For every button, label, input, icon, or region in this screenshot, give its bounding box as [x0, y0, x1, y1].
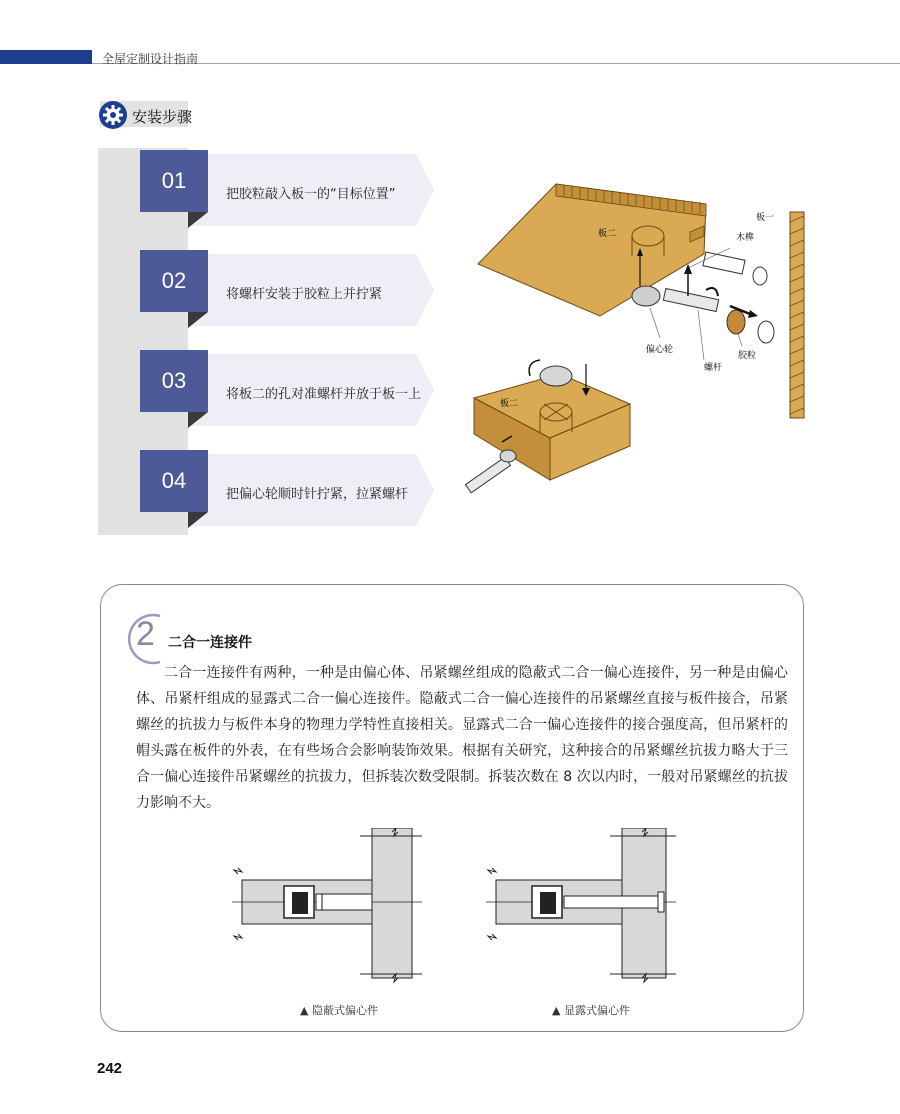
board-one	[790, 212, 804, 418]
connector-section-title: 二合一连接件	[168, 635, 252, 651]
header-rule	[92, 63, 900, 64]
page-number: 242	[97, 1060, 123, 1077]
caption-exposed: ▲ 显露式偏心件	[552, 1004, 630, 1017]
step-3-number: 03	[140, 350, 208, 412]
step-1-number: 01	[140, 150, 208, 212]
exposed-connector-drawing	[486, 828, 706, 988]
header-accent-bar	[0, 50, 92, 64]
section-title: 安装步骤	[132, 108, 193, 126]
header-title: 全屋定制设计指南	[102, 52, 199, 66]
label-board-one: 板一	[756, 213, 775, 223]
label-insert: 胶粒	[738, 351, 757, 361]
label-dowel: 木榫	[736, 233, 755, 243]
step-1-text: 把胶粒敲入板一的“目标位置”	[226, 187, 396, 202]
gear-icon	[98, 100, 128, 130]
step-2-number: 02	[140, 250, 208, 312]
step-3-text: 将板二的孔对准螺杆并放于板一上	[226, 387, 422, 402]
step-4-text: 把偏心轮顺时针拧紧，拉紧螺杆	[226, 487, 409, 502]
caption-concealed: ▲ 隐蔽式偏心件	[300, 1004, 378, 1017]
label-bolt: 螺杆	[704, 363, 723, 373]
label-board-two-bottom: 板二	[500, 399, 519, 409]
concealed-connector-drawing	[232, 828, 452, 988]
step-3-fold	[188, 412, 210, 428]
label-board-two-top: 板二	[598, 229, 617, 239]
section-number: 2	[136, 615, 155, 653]
step-4-number: 04	[140, 450, 208, 512]
step-1-fold	[188, 212, 210, 228]
step-2-text: 将螺杆安装于胶粒上并拧紧	[226, 287, 383, 302]
connector-section-paragraph: 二合一连接件有两种，一种是由偏心体、吊紧螺丝组成的隐蔽式二合一偏心连接件，另一种是由偏心体、吊紧杆组成的显露式二合一偏心连接件。隐蔽式二合一偏心连接件的吊紧螺丝直接与板件接合，吊紧螺丝的抗拔力与板件本身的物理力学特性直接相关。显露式二合一偏心连接件的接合强度高，但吊紧杆的帽头露在板件的外表，在有些场合会影响装饰效果。根据有关研究，这种接合的吊紧螺丝抗拔力略大于三合一偏心连接件吊紧螺丝的抗拔力，但拆装次数受限制。拆装次数在 8 次以内时，一般对吊紧螺丝的抗拔力影响不大。	[136, 665, 788, 811]
step-2-fold	[188, 312, 210, 328]
assembly-illustration	[460, 176, 820, 516]
step-4-fold	[188, 512, 210, 528]
label-cam: 偏心轮	[646, 345, 674, 355]
